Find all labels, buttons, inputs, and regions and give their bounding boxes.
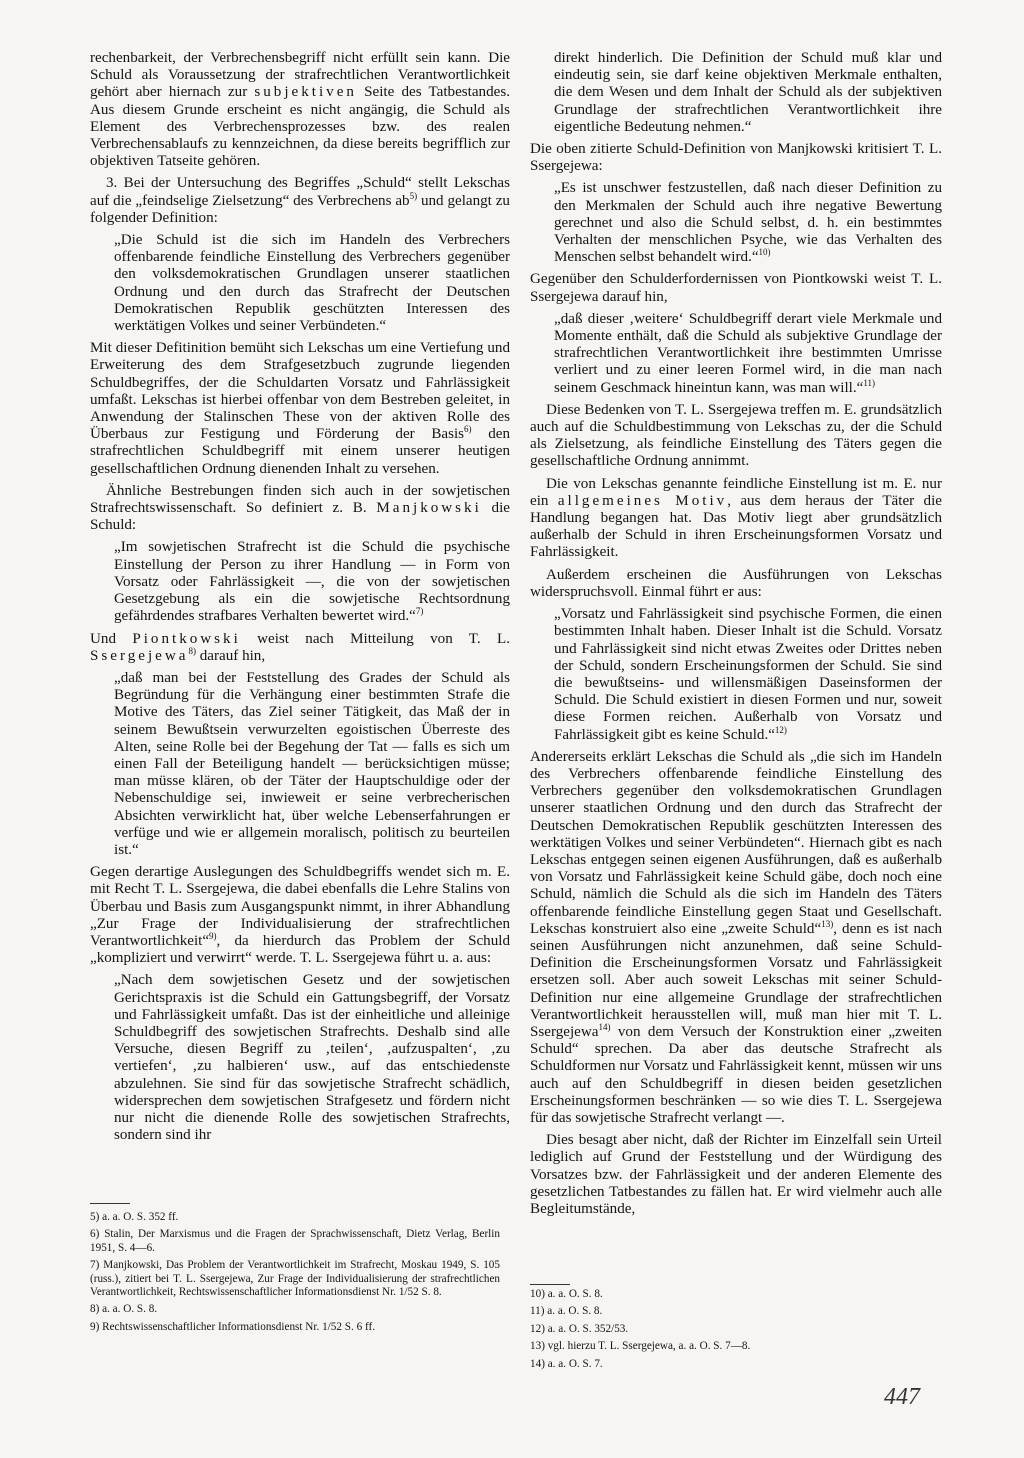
footnote: 11) a. a. O. S. 8. [530, 1305, 603, 1318]
text-run: Gegen derartige Auslegungen des Schuldbegriffs wendet sich m. E. mit Recht T. L. Ssergejewa, die dabei ebenfalls die Lehre Stalins von Überbau und Basis zum Ausgangspunkt nimmt, in ihrer Abhandlung „Zur Frage der Individualisierung der strafrechtlichen Verantwortlichkeit“ [90, 864, 510, 949]
footnote-ref: 13) [821, 918, 834, 929]
paragraph [90, 50, 510, 170]
text-run: „Es ist unschwer festzustellen, daß nach dieser Definition zu den Merkmalen der Schuld auch ihre negative Bewertung gerechnet und also die Schuld selbst, d. h. ein bestimmtes Verhalten der menschlichen Psyche, wie das Verhalten des Menschen selbst behandelt wird.“ [554, 180, 942, 266]
page-number: 447 [884, 1384, 920, 1410]
text-run: Und [90, 630, 116, 647]
footnote-ref: 5) [409, 190, 418, 201]
footnote-ref: 7) [415, 606, 424, 617]
footnote: 10) a. a. O. S. 8. [530, 1288, 603, 1300]
text-run: den strafrechtlichen Schuldbegriff mit einem unserer heutigen gesellschaftlichen Ordnung dienenden Inhalt zu versehen. [90, 426, 510, 477]
paragraph: Dies besagt aber nicht, daß der Richter im Einzelfall sein Urteil lediglich auf Grund der Feststellung und der Würdigung des Vorsatzes bzw. der Fahrlässigkeit und der anderen Elemente des gesetzlichen Tatbestandes zu fällen hat. Er wird vielmehr auch alle Begleitumstände, [530, 1132, 942, 1217]
footnote: 14) a. a. O. S. 7. [530, 1357, 603, 1370]
text-run: „Vorsatz und Fahrlässigkeit sind psychische Formen, die einen bestimmten Inhalt haben. Dieser Inhalt ist die Schuld. Vorsatz und Fahrlässigkeit sind nicht etwas Zweites oder Drittes neben der Schuld, sondern Erscheinungsformen der Schuld. Sie sind die bewußtseins- und willensmäßigen Daseinsformen der Schuld. Die Schuld existiert in diesen Formen und nur, soweit diese Formen reichen. Außerhalb von Vorsatz und Fahrlässigkeit gibt es keine Schuld.“ [554, 606, 942, 743]
footnote-divider [90, 1203, 130, 1204]
text-run: „daß dieser ‚weitere‘ Schuldbegriff derart viele Merkmale und Momente enthält, daß die Schuld als subjektive Grundlage der strafrechtlichen Verantwortlichkeit ihre bestimmten Umrisse verliert und zu einer leeren Formel wird, in die man nach seinem Geschmack hineintun kann, was man will.“ [554, 310, 942, 396]
footnote-ref: 9) [209, 930, 217, 941]
block-quote [554, 311, 942, 397]
left-column [90, 50, 510, 1149]
footnote: 12) a. a. O. S. 352/53. [530, 1322, 629, 1335]
paragraph [530, 749, 942, 1127]
footnote: 8) a. a. O. S. 8. [90, 1303, 158, 1316]
text-run: , da hierdurch das Problem der Schuld „kompliziert und verwirrt“ werde. T. L. Ssergejewa führt u. a. aus: [90, 932, 510, 967]
spaced-emphasis: subjektiven [254, 84, 357, 101]
text-run: und gelangt zu folgender Definition: [90, 192, 510, 226]
text-run: weist nach Mitteilung von T. L. [257, 630, 510, 647]
paragraph: Diese Bedenken von T. L. Ssergejewa treffen m. E. grundsätzlich auch auf die Schuldbestimmung von Lekschas zu, der die Schuld als Zielsetzung, als feindliche Einstellung des Täters gegen die gesellschaftliche Ordnung annimmt. [530, 401, 942, 470]
spaced-emphasis: allgemeines Motiv [557, 492, 728, 509]
text-run: Mit dieser Defitinition bemüht sich Lekschas um eine Vertiefung und Erweiterung des dem Strafgesetzbuch zugrunde liegenden Schuldbegriffes, der die Schuldarten Vorsatz und Fahrlässigkeit umfaßt. Lekschas ist hierbei offenbar von dem Bestreben geleitet, in Anwendung der Stalinschen These von der aktiven Rolle des Überbaus zur Festigung und Förderung der Basis [90, 340, 510, 443]
text-run: Seite des Tatbestandes. Aus diesem Grunde erscheint es nicht angängig, die Schuld als Element des Verbrechensprozesses bzw. des realen Verbrechensablaufs zu kennzeichnen, da diese bereits begrifflich zur objektiven Tatseite gehören. [90, 84, 510, 170]
footnote: 9) Rechtswissenschaftlicher Informationsdienst Nr. 1/52 S. 6 ff. [90, 1320, 376, 1333]
right-column [530, 50, 942, 1223]
text-run: die Schuld: [90, 500, 510, 534]
footnote: 6) Stalin, Der Marxismus und die Fragen der Sprachwissenschaft, Dietz Verlag, Berlin 1951, S. 4—6. [90, 1228, 500, 1254]
footnotes-left [90, 1211, 500, 1338]
block-quote: „daß man bei der Feststellung des Grades der Schuld als Begründung für die Verhängung einer bestimmten Strafe die Motive des Täters, das Ziel seiner Tätigkeit, das Maß der in seinem Bewußtsein verwurzelten egoistischen Überreste des Alten, seine Rolle bei der Begehung der Tat — falls es sich um einen Fall der Beteiligung handelt — berücksichtigen müsse; man müsse klären, ob der Täter der Hauptschuldige oder der Nebenschuldige sei, inwieweit er seine verbrecherischen Absichten verwirklicht hat, über welche Lebenserfahrungen er verfüge und wie er allgemein moralisch, politisch zu beurteilen ist.“ [114, 669, 510, 858]
footnote-divider [530, 1284, 570, 1285]
spaced-emphasis: Manjkowski [376, 500, 482, 517]
footnote: 13) vgl. hierzu T. L. Ssergejewa, a. a. O. S. 7—8. [530, 1340, 751, 1353]
paragraph: Die oben zitierte Schuld-Definition von Manjkowski kritisiert T. L. Ssergejewa: [530, 141, 942, 175]
footnote-ref: 10) [758, 247, 771, 258]
footnote-ref: 8) [188, 645, 196, 656]
text-run: Andererseits erklärt Lekschas die Schuld als „die sich im Handeln des Verbrechers offenbarende feindliche Einstellung des Verbrechers gegenüber den volksdemokratischen Grundlagen unserer staatlichen Ordnung und den durch das Strafrecht der Deutschen Demokratischen Republik geschützten Interessen des werktätigen Volkes und seiner Verbündeten“. Hiernach gibt es nach Lekschas entgegen seinen eigenen Ausführungen, daß es außerhalb von Vorsatz und Fahrlässigkeit keine Schuld gäbe, doch noch eine Schuld, nämlich die Schuld als die sich im Handeln des Täters offenbarende feindliche Einstellung gegen Staat und Gesellschaft. Lekschas konstruiert also eine „zweite Schuld“ [530, 748, 942, 937]
text-run: , denn es ist nach seinen Ausführungen nicht anzunehmen, daß seine Schuld-Definition die Erscheinungsformen Vorsatz und Fahrlässigkeit ersetzen soll. Aber auch soweit Lekschas mit seiner Schuld-Definition nur eine allgemeine Grundlage der strafrechtlichen Verantwortlichkeit herausstellen will, muß man hier mit T. L. Ssergejewa [530, 920, 942, 1040]
paragraph [90, 864, 510, 967]
block-quote: „Die Schuld ist die sich im Handeln des Verbrechers offenbarende feindliche Einstellung des Verbrechers gegenüber den volksdemokratischen Grundlagen unserer staatlichen Ordnung und den durch das Strafrecht der Deutschen Demokratischen Republik geschützten Interessen des werktätigen Volkes und seiner Verbündeten.“ [114, 232, 510, 335]
paragraph [90, 175, 510, 227]
paragraph [90, 340, 510, 478]
paragraph: Gegenüber den Schulderfordernissen von Piontkowski weist T. L. Ssergejewa darauf hin, [530, 271, 942, 305]
footnote: 7) Manjkowski, Das Problem der Verantwortlichkeit im Strafrecht, Moskau 1949, S. 105 (russ.), zitiert bei T. L. Ssergejewa, Zur Frage der Individualisierung der strafrechtlichen Verantwortlichkeit, Rechtswissenschaftlicher Informationsdienst Nr. 1/52 S. 8. [90, 1259, 500, 1299]
text-run: darauf hin, [199, 647, 266, 664]
spaced-emphasis: Piontkowski [132, 630, 241, 647]
block-quote [554, 606, 942, 744]
paragraph: Außerdem erscheinen die Ausführungen von Lekschas widerspruchsvoll. Einmal führt er aus: [530, 566, 942, 600]
block-quote [554, 180, 942, 266]
footnote-ref: 14) [598, 1021, 611, 1032]
block-quote [114, 539, 510, 625]
spaced-emphasis: Ssergejewa [90, 647, 189, 664]
text-run: , aus dem heraus der Täter die Handlung begangen hat. Das Motiv liegt aber grundsätzlich außerhalb der Schuld in ihren Erscheinungsformen Vorsatz und Fahrlässigkeit. [530, 492, 942, 561]
footnote-ref: 6) [464, 424, 472, 435]
footnote: 5) a. a. O. S. 352 ff. [90, 1211, 179, 1223]
paragraph [90, 483, 510, 535]
footnote-ref: 12) [774, 724, 787, 735]
paragraph [530, 476, 942, 562]
text-run: rechenbarkeit, der Verbrechensbegriff nicht erfüllt sein kann. Die Schuld als Voraussetzung der strafrechtlichen Verantwortlichkeit gehört aber hiernach zur [90, 50, 510, 101]
text-run: von dem Versuch der Konstruktion einer „zweiten Schuld“ sprechen. Da aber das deutsche Strafrecht als Schuldformen nur Vorsatz und Fahrlässigkeit kennt, müssen wir uns auch auf den Schuldbegriff in diesen beiden gesetzlichen Erscheinungsformen beschränken — so wie dies T. L. Ssergejewa für das sowjetische Strafrecht verlangt —. [530, 1023, 942, 1126]
footnotes-right [530, 1288, 940, 1375]
footnote-ref: 11) [863, 377, 876, 388]
text-run: Die von Lekschas genannte feindliche Einstellung ist m. E. nur ein [530, 475, 942, 509]
block-quote: direkt hinderlich. Die Definition der Schuld muß klar und eindeutig sein, sie darf keine objektiven Merkmale enthalten, die dem Wesen und dem Inhalt der Schuld als der subjektiven Grundlage der strafrechtlichen Verantwortlichkeit ihre eigentliche Bedeutung nehmen.“ [554, 50, 942, 135]
text-run: Ähnliche Bestrebungen finden sich auch in der sowjetischen Strafrechtswissenschaft. So definiert z. B. [90, 482, 510, 517]
block-quote: „Nach dem sowjetischen Gesetz und der sowjetischen Gerichtspraxis ist die Schuld ein Gattungsbegriff, der Vorsatz und Fahrlässigkeit umfaßt. Das ist der einheitliche und alleinige Schuldbegriff des sowjetischen Strafrechts. Deshalb sind alle Versuche, diesen Begriff zu ‚teilen‘, ‚aufzuspalten‘, ‚zu vertiefen‘, ‚zu halbieren‘ usw., auf das entschiedenste abzulehnen. Sie sind für das sowjetische Strafrecht schädlich, widersprechen dem sowjetischen Strafgesetz und fördern nicht nur nicht die dienende Rolle des sowjetischen Strafrechts, sondern sind ihr [114, 972, 510, 1144]
text-run: „Im sowjetischen Strafrecht ist die Schuld die psychische Einstellung der Person zu ihrer Handlung — in Form von Vorsatz oder Fahrlässigkeit —, die von der sowjetischen Gesetzgebung als ein die sowjetische Rechtsordnung gefährdendes strafbares Verhalten bewertet wird.“ [114, 539, 510, 625]
paragraph [90, 631, 510, 665]
text-run: 3. Bei der Untersuchung des Begriffes „Schuld“ stellt Lekschas auf die „feindselige Zielsetzung“ des Verbrechens ab [90, 175, 510, 209]
